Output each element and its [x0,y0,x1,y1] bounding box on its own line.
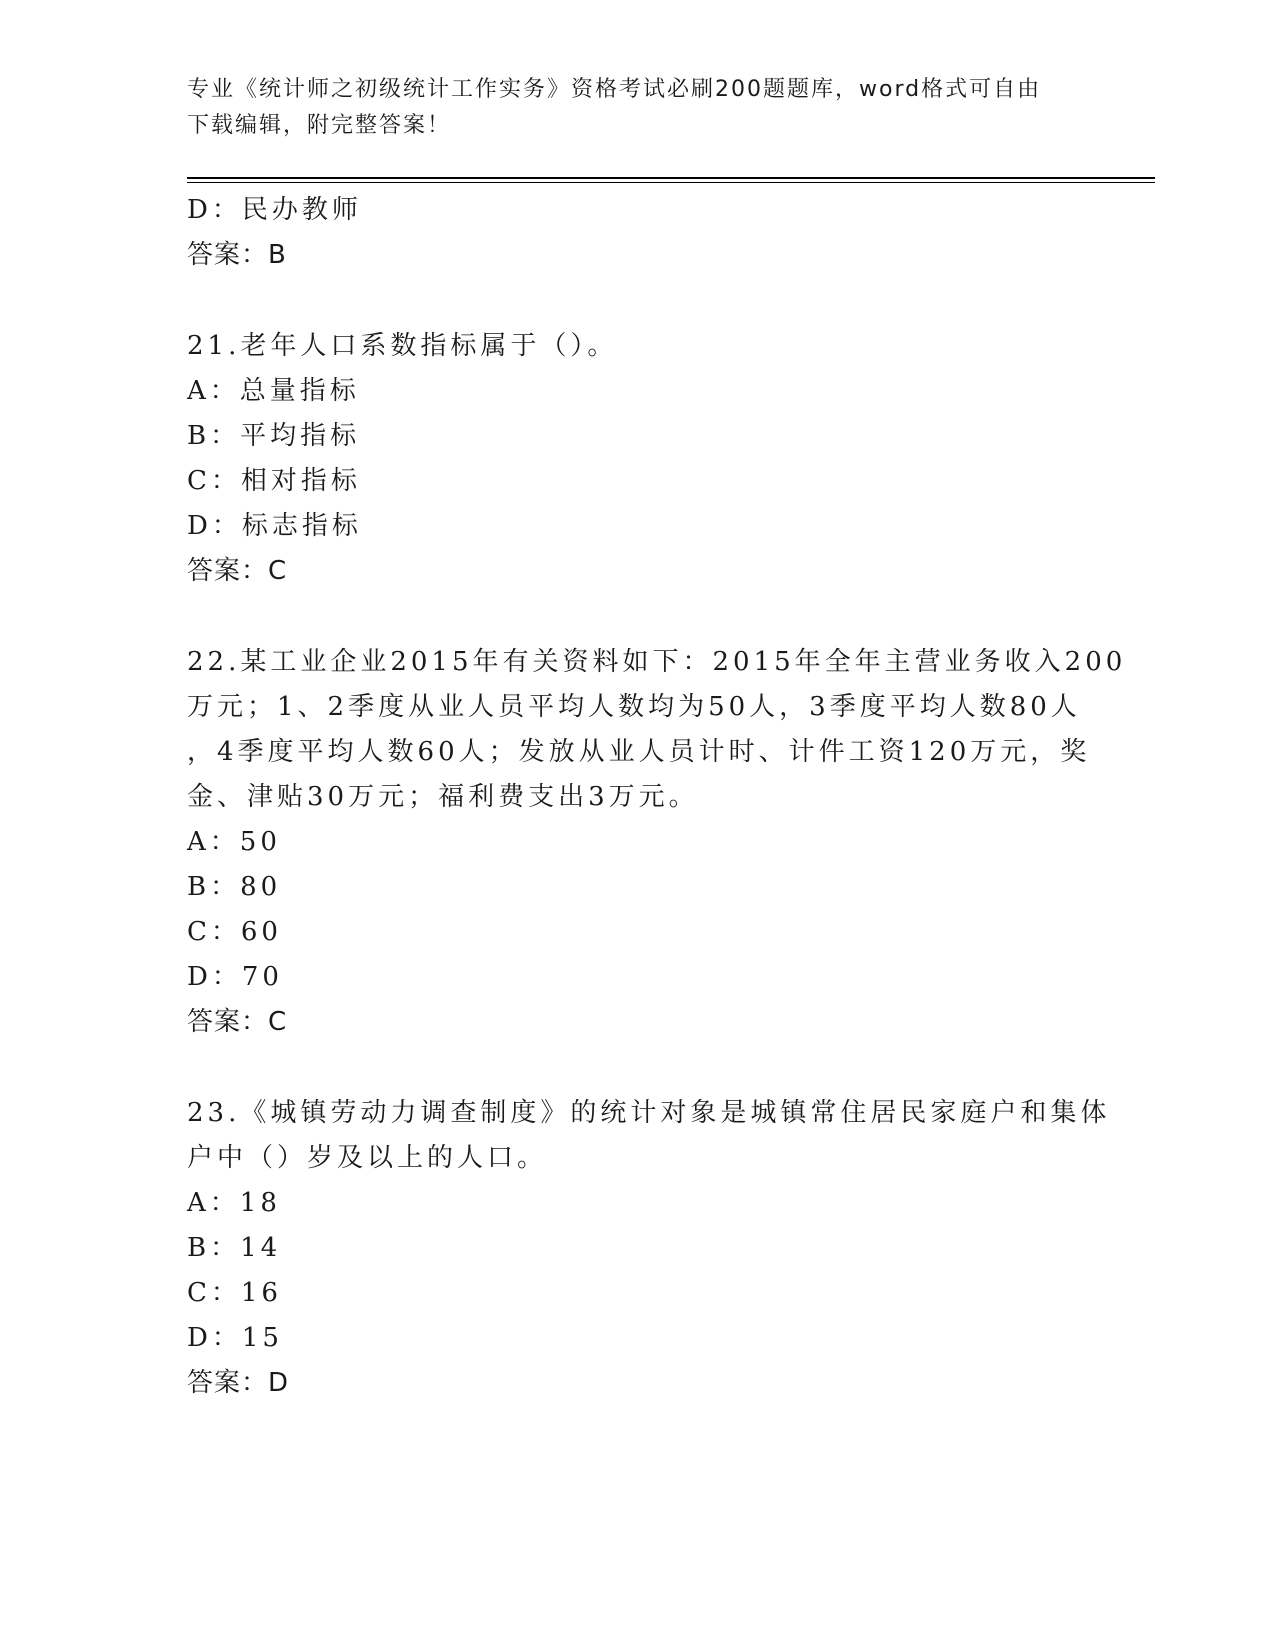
option-c: C：相对指标 [187,466,361,496]
option-d: D：15 [187,1323,283,1353]
option-d: D：标志指标 [187,511,362,541]
answer-line: 答案：C [187,1007,288,1037]
option-b: B：80 [187,872,282,902]
option-d: D：70 [187,962,283,992]
question-stem: 21.老年人口系数指标属于（）。 [187,331,618,361]
answer-line: 答案：B [187,240,287,270]
option-b: B：平均指标 [187,421,361,451]
option-c: C：16 [187,1278,282,1308]
answer-line: 答案：C [187,556,288,586]
question-23 [187,1091,1111,1406]
header-rule-thick [187,177,1155,179]
document-header [187,72,1087,144]
answer-line: 答案：D [187,1368,290,1398]
question-stem: 23.《城镇劳动力调查制度》的统计对象是城镇常住居民家庭户和集体 [187,1098,1111,1128]
option-d: D：民办教师 [187,195,362,225]
document-body [187,188,1127,1406]
header-line-2: 下载编辑，附完整答案！ [187,113,452,138]
option-a: A：总量指标 [187,376,360,406]
option-a: A：50 [187,827,281,857]
option-a: A：18 [187,1188,281,1218]
question-21 [187,324,1087,594]
question-stem: ，4季度平均人数60人；发放从业人员计时、计件工资120万元，奖 [187,737,1091,767]
option-b: B：14 [187,1233,282,1263]
header-rule-thin [187,182,1155,183]
question-stem: 22.某工业企业2015年有关资料如下：2015年全年主营业务收入200 [187,647,1127,677]
question-stem: 户中（）岁及以上的人口。 [187,1143,548,1173]
header-line-1: 专业《统计师之初级统计工作实务》资格考试必刷200题题库，word格式可自由 [187,77,1042,102]
question-22 [187,640,1127,1045]
question-stem: 金、津贴30万元；福利费支出3万元。 [187,782,699,812]
option-c: C：60 [187,917,282,947]
question-stem: 万元；1、2季度从业人员平均人数均为50人，3季度平均人数80人 [187,692,1081,722]
